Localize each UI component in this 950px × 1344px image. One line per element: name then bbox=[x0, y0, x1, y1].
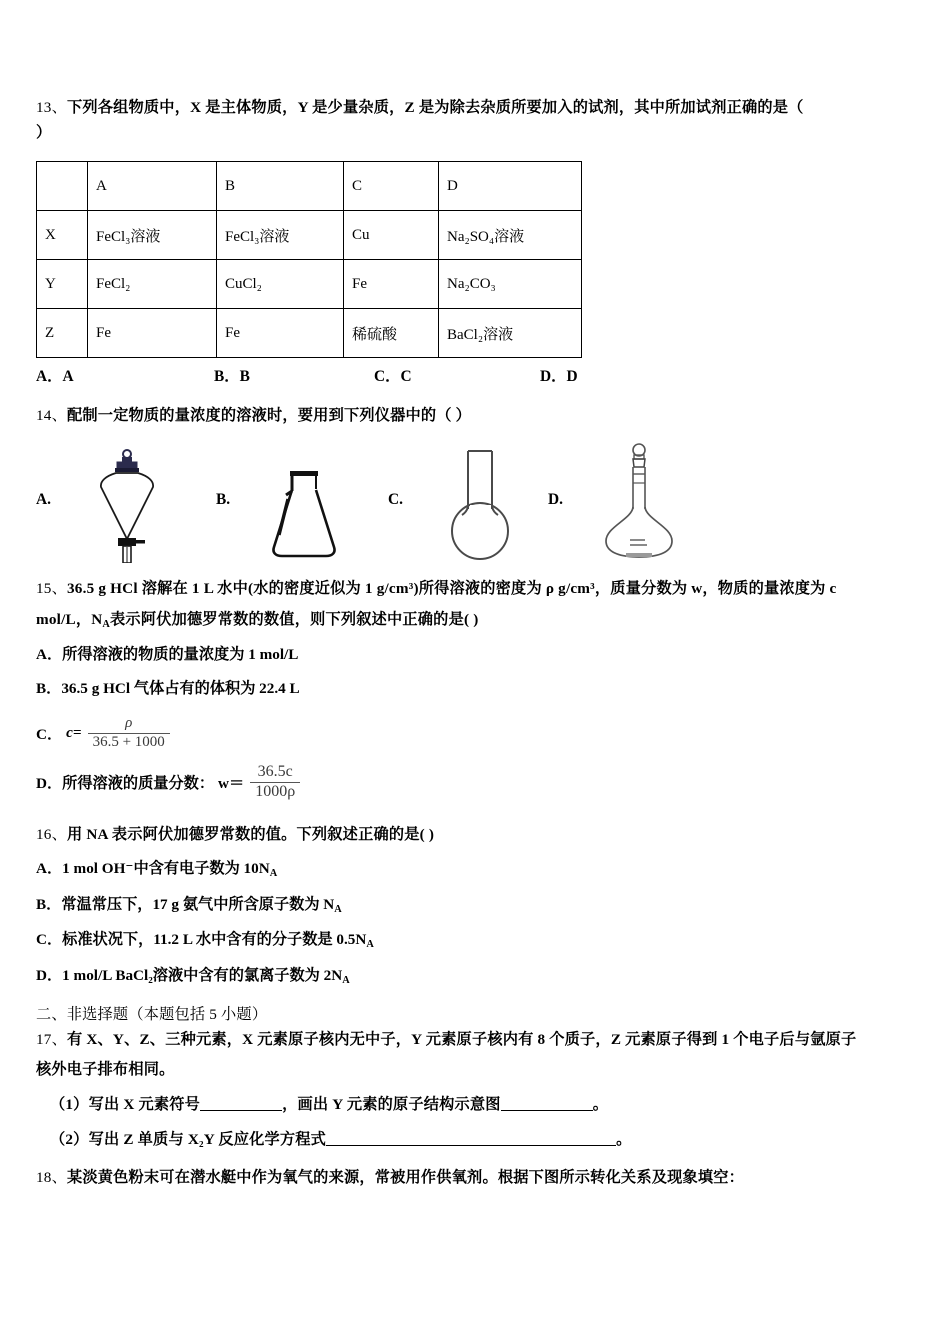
choice-16-b[interactable] bbox=[36, 893, 914, 918]
choice-16-a[interactable] bbox=[36, 857, 914, 882]
choice-13-a[interactable]: A．A bbox=[36, 368, 74, 386]
choice-15-c-fraction bbox=[88, 716, 170, 751]
question-18-stem bbox=[36, 1166, 914, 1191]
question-15-text-2a: mol/L，N bbox=[36, 610, 103, 628]
choice-16-a-subscript: A bbox=[269, 868, 278, 880]
question-17-sub1 bbox=[36, 1093, 914, 1118]
table-header-row bbox=[37, 162, 582, 211]
choice-15-b[interactable]: B．36.5 g HCl 气体占有的体积为 22.4 L bbox=[36, 680, 300, 698]
question-16-number: 16、 bbox=[36, 825, 67, 843]
cell-z-d: BaCl₂溶液 bbox=[439, 309, 582, 358]
table-row bbox=[37, 260, 582, 309]
separatory-funnel-icon bbox=[72, 443, 182, 563]
table-header-c: C bbox=[344, 162, 439, 211]
section-2-heading: 二、非选择题（本题包括 5 小题） bbox=[36, 1006, 268, 1024]
page-content bbox=[36, 96, 914, 1191]
question-15-stem-line2 bbox=[36, 608, 914, 634]
question-15-number: 15、 bbox=[36, 579, 67, 597]
question-17-sub2-pre: （2）写出 Z 单质与 X₂Y 反应化学方程式 bbox=[50, 1130, 327, 1148]
question-13-choices bbox=[36, 364, 914, 386]
answer-blank-y-diagram[interactable] bbox=[501, 1110, 593, 1111]
table-header-a: A bbox=[88, 162, 217, 211]
question-17-stem-line2: 核外电子排布相同。 bbox=[36, 1061, 175, 1079]
question-17-text-1: 有 X、Y、Z、三种元素，X 元素原子核内无中子，Y 元素原子核内有 8 个质子，Z 元素原子得到 1 个电子后与氩原子 bbox=[66, 1030, 857, 1048]
question-14-text: 配制一定物质的量浓度的溶液时，要用到下列仪器中的（ ） bbox=[66, 407, 472, 425]
cell-y-a: FeCl₂ bbox=[88, 260, 217, 309]
choice-15-c-label: C． bbox=[36, 725, 63, 743]
cell-x-c: Cu bbox=[344, 211, 439, 260]
choice-16-c[interactable] bbox=[36, 928, 914, 953]
cell-x-b: FeCl₃溶液 bbox=[217, 211, 344, 260]
option-14-c-label: C. bbox=[388, 490, 403, 508]
fraction-denominator: 36.5 + 1000 bbox=[92, 733, 165, 750]
question-17-sub2 bbox=[36, 1128, 914, 1153]
choice-15-d[interactable] bbox=[36, 764, 914, 801]
choice-16-c-subscript: A bbox=[366, 939, 374, 951]
fraction-numerator: 36.5c bbox=[250, 764, 300, 783]
cell-z-a: Fe bbox=[88, 309, 217, 358]
option-14-d[interactable] bbox=[548, 443, 728, 563]
question-13-stem bbox=[36, 96, 914, 121]
cell-z-c: 稀硫酸 bbox=[344, 309, 439, 358]
cell-x-a: FeCl₃溶液 bbox=[88, 211, 217, 260]
question-17-stem-line1 bbox=[36, 1028, 914, 1053]
volumetric-flask-icon bbox=[584, 443, 694, 563]
choice-16-d-text: D．1 mol/L BaCl₂溶液中含有的氯离子数为 2N bbox=[36, 966, 343, 984]
round-bottom-flask-icon bbox=[424, 443, 534, 563]
choice-13-b[interactable]: B．B bbox=[214, 368, 250, 386]
question-17-sub1-mid: ，画出 Y 元素的原子结构示意图 bbox=[282, 1096, 501, 1114]
option-14-a[interactable] bbox=[36, 443, 216, 563]
option-14-b-label: B. bbox=[216, 490, 231, 508]
question-17-sub1-end: 。 bbox=[592, 1096, 609, 1114]
choice-15-d-label: D．所得溶液的质量分数： bbox=[36, 775, 215, 793]
question-15-text-1: 36.5 g HCl 溶解在 1 L 水中(水的密度近似为 1 g/cm³)所得溶液的密度为 ρ g/cm³，质量分数为 w，物质的量浓度为 c bbox=[66, 579, 837, 597]
question-17-sub2-end: 。 bbox=[616, 1130, 632, 1148]
table-header-b: B bbox=[217, 162, 344, 211]
question-13-stem-continued: ） bbox=[36, 123, 52, 141]
question-13-table bbox=[36, 161, 582, 358]
choice-15-d-variable: w＝ bbox=[218, 775, 245, 793]
question-16-text: 用 NA 表示阿伏加德罗常数的值。下列叙述正确的是( ) bbox=[66, 825, 435, 843]
question-17-sub1-pre: （1）写出 X 元素符号 bbox=[50, 1096, 201, 1114]
row-label-x: X bbox=[37, 211, 88, 260]
question-13-text: 下列各组物质中，X 是主体物质，Y 是少量杂质，Z 是为除去杂质所要加入的试剂，其中所加试剂正确的是（ bbox=[66, 99, 804, 116]
choice-15-c[interactable] bbox=[36, 716, 914, 751]
choice-15-c-variable: c= bbox=[66, 724, 82, 742]
table-header-d: D bbox=[439, 162, 582, 211]
question-15-stem-line1 bbox=[36, 577, 914, 602]
cell-y-b: CuCl₂ bbox=[217, 260, 344, 309]
option-14-b[interactable] bbox=[216, 443, 396, 563]
choice-13-c[interactable]: C．C bbox=[374, 368, 412, 386]
question-14-stem bbox=[36, 404, 914, 429]
option-14-a-label: A. bbox=[36, 490, 51, 508]
question-14-options bbox=[36, 443, 914, 563]
table-row bbox=[37, 211, 582, 260]
choice-16-a-text: A．1 mol OH⁻中含有电子数为 10N bbox=[36, 860, 270, 878]
choice-16-b-subscript: A bbox=[334, 903, 342, 915]
table-row bbox=[37, 309, 582, 358]
cell-x-d: Na₂SO₄溶液 bbox=[439, 211, 582, 260]
row-label-y: Y bbox=[37, 260, 88, 309]
cell-y-c: Fe bbox=[344, 260, 439, 309]
question-15-subscript: A bbox=[102, 618, 111, 630]
choice-16-d-subscript: A bbox=[342, 974, 350, 986]
choice-13-d[interactable]: D．D bbox=[540, 368, 578, 386]
option-14-c[interactable] bbox=[388, 443, 568, 563]
cell-y-d: Na₂CO₃ bbox=[439, 260, 582, 309]
answer-blank-equation[interactable] bbox=[326, 1145, 616, 1146]
choice-16-c-text: C．标准状况下，11.2 L 水中含有的分子数是 0.5N bbox=[36, 931, 367, 949]
question-14-number: 14、 bbox=[36, 407, 67, 425]
question-16-stem bbox=[36, 823, 914, 848]
question-13-number: 13、 bbox=[36, 99, 67, 116]
answer-blank-x-symbol[interactable] bbox=[200, 1110, 282, 1111]
row-label-z: Z bbox=[37, 309, 88, 358]
question-18-text: 某淡黄色粉末可在潜水艇中作为氧气的来源，常被用作供氧剂。根据下图所示转化关系及现象填空： bbox=[66, 1169, 745, 1187]
question-15-text-2b: 表示阿伏加德罗常数的数值，则下列叙述中正确的是( ) bbox=[110, 610, 479, 628]
cell-z-b: Fe bbox=[217, 309, 344, 358]
choice-16-b-text: B．常温常压下，17 g 氨气中所含原子数为 N bbox=[36, 895, 335, 913]
fraction-denominator: 1000ρ bbox=[255, 783, 296, 801]
table-corner-cell bbox=[37, 162, 88, 211]
choice-15-a[interactable]: A．所得溶液的物质的量浓度为 1 mol/L bbox=[36, 646, 299, 664]
question-18-number: 18、 bbox=[36, 1169, 67, 1187]
choice-15-d-fraction bbox=[250, 764, 300, 801]
fraction-numerator: ρ bbox=[88, 716, 170, 734]
option-14-d-label: D. bbox=[548, 490, 563, 508]
erlenmeyer-flask-icon bbox=[252, 443, 362, 563]
choice-16-d[interactable] bbox=[36, 964, 914, 989]
question-17-number: 17、 bbox=[36, 1030, 67, 1048]
